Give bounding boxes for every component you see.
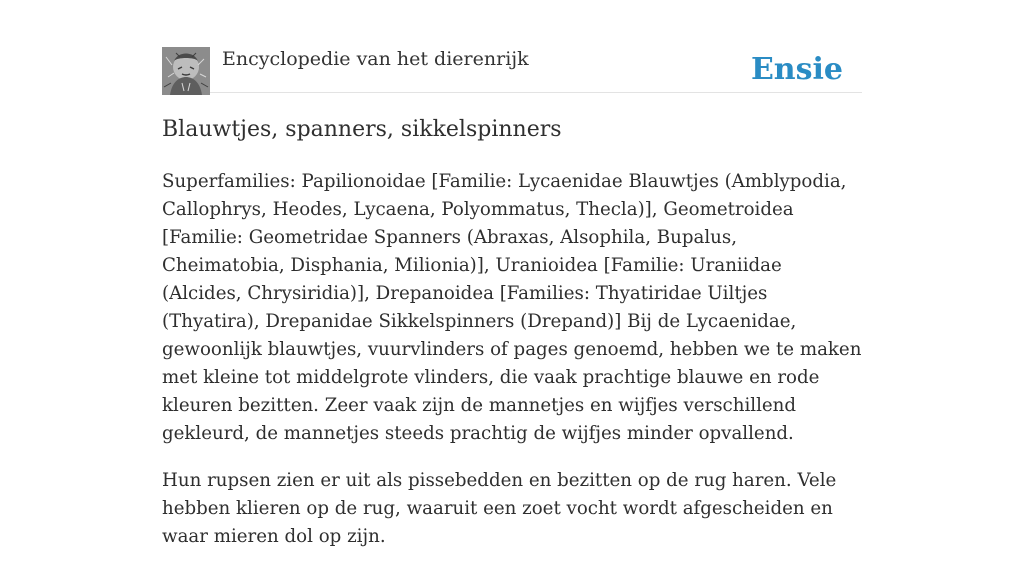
article-title: Blauwtjes, spanners, sikkelspinners xyxy=(162,117,562,142)
article-paragraph: Hun rupsen zien er uit als pissebedden en bezitten op de rug haren. Vele hebben klieren op de rug, waaruit een zoet vocht wordt afgescheiden en waar mieren dol op zijn. xyxy=(162,470,837,547)
source-title[interactable]: Encyclopedie van het dierenrijk xyxy=(222,48,529,70)
article-paragraph: Superfamilies: Papilionoidae [Familie: Lycaenidae Blauwtjes (Amblypodia, Callophrys, Heodes, Lycaena, Polyommatus, Thecla)], Geometroidea [Familie: Geometridae Spanners (Abraxas, Alsophila, Bupalus, Cheimatobia, Disphania, Milionia)], Uranioidea [Familie: Uraniidae (Alcides, Chrysiridia)], Drepanoidea [Families: Thyatiridae Uiltjes (Thyatira), Drepanidae Sikkelspinners (Drepand)] Bij de Lycaenidae, gewoonlijk blauwtjes, vuurvlinders of pages genoemd, hebben we te maken met kleine tot middelgrote vlinders, die vaak prachtige blauwe en rode kleuren bezitten. Zeer vaak zijn de mannetjes en wijfjes verschillend gekleurd, de mannetjes steeds prachtig de wijfjes minder opvallend. xyxy=(162,171,862,444)
article-body xyxy=(162,168,862,570)
source-avatar[interactable] xyxy=(162,47,210,95)
brand-logo[interactable]: Ensie xyxy=(750,52,843,87)
site-header xyxy=(162,46,862,93)
page-container xyxy=(162,0,862,547)
engraving-portrait-icon xyxy=(162,47,210,95)
